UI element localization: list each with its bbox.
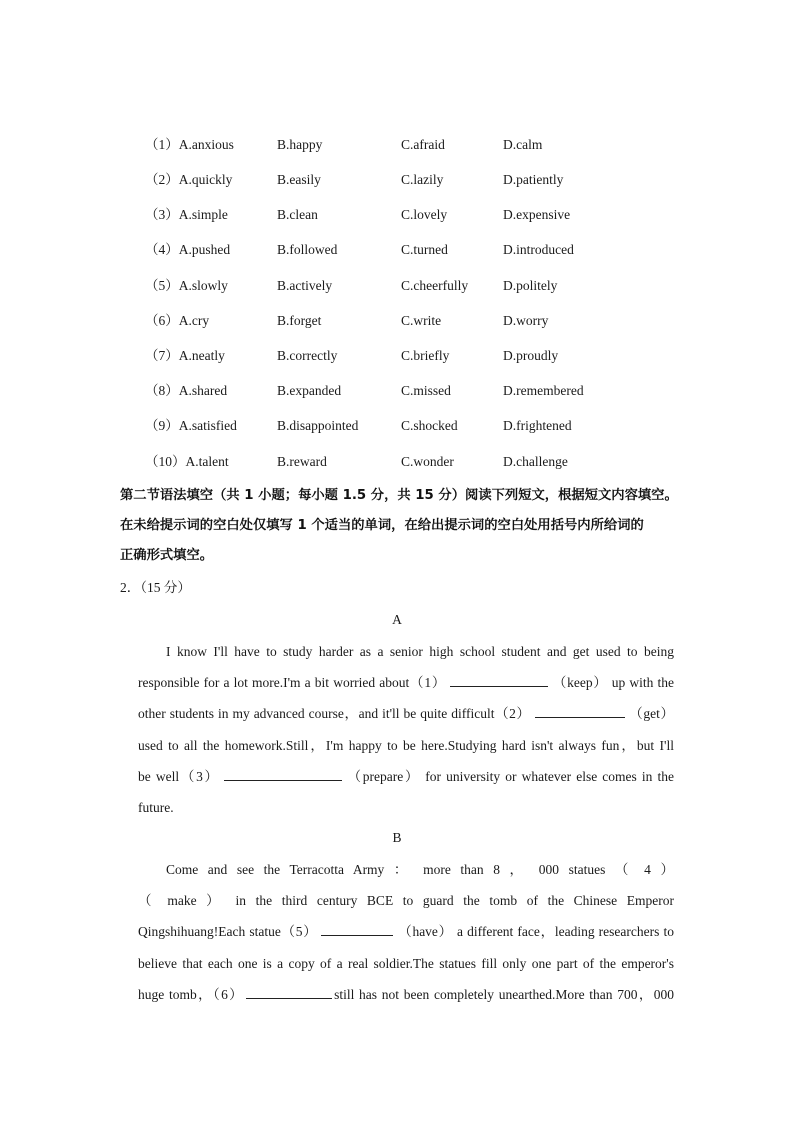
option-a: （6）A.cry [145, 313, 210, 328]
option-d: D.calm [503, 137, 543, 152]
passage-b [138, 854, 674, 1010]
option-d: D.introduced [503, 242, 574, 257]
option-c: C.missed [401, 383, 451, 398]
option-c: C.cheerfully [401, 278, 469, 293]
passage-line: believe that each one is a copy of a real soldier.The statues fill only one part of the emperor's [138, 955, 674, 971]
answer-blank-2[interactable] [535, 703, 625, 718]
option-b: B.forget [277, 313, 322, 328]
passage-line [138, 979, 674, 1010]
option-d: D.challenge [503, 454, 568, 469]
option-c: C.turned [401, 242, 448, 257]
section-instructions [120, 481, 690, 571]
passage-line: （ make ） in the third century BCE to guard the tomb of the Chinese Emperor [138, 893, 674, 909]
option-d: D.expensive [503, 207, 571, 222]
passage-a [138, 636, 674, 823]
passage-text: other students in my advanced course，and it'll be quite difficult（2） [138, 706, 531, 722]
option-b: B.happy [277, 137, 323, 152]
section-instructions-line: 在未给提示词的空白处仅填写 1 个适当的单词，在给出提示词的空白处用括号内所给词的 [120, 518, 644, 533]
passage-text: huge tomb，（6） [138, 986, 245, 1002]
option-c: C.briefly [401, 348, 450, 363]
passage-a-label: A [392, 612, 402, 627]
question-number: 2．（15 分） [120, 580, 191, 595]
passage-line: future. [138, 799, 174, 815]
option-b: B.disappointed [277, 418, 359, 433]
option-c: C.lovely [401, 207, 448, 222]
option-b: B.easily [277, 172, 321, 187]
option-a: （4）A.pushed [145, 242, 231, 257]
option-d: D.frightened [503, 418, 572, 433]
option-b: B.clean [277, 207, 318, 222]
option-c: C.lazily [401, 172, 444, 187]
passage-line [138, 667, 674, 698]
option-a: （7）A.neatly [145, 348, 225, 363]
option-a: （8）A.shared [145, 383, 228, 398]
passage-line: Come and see the Terracotta Army ： more than 8 ， 000 statues （ 4 ） [166, 862, 674, 877]
option-c: C.afraid [401, 137, 445, 152]
answer-blank-6[interactable] [246, 984, 332, 999]
option-c: C.wonder [401, 454, 454, 469]
passage-text: （have） a different face，leading researchers to [397, 924, 674, 940]
passage-text: （keep） up with the [552, 675, 675, 691]
section-instructions-line: 正确形式填空。 [120, 548, 214, 563]
passage-line [138, 916, 674, 947]
passage-line: used to all the homework.Still，I'm happy to be here.Studying hard isn't always fun，but I'll [138, 737, 674, 753]
option-b: B.expanded [277, 383, 342, 398]
option-d: D.politely [503, 278, 558, 293]
option-a: （5）A.slowly [145, 278, 228, 293]
passage-line: I know I'll have to study harder as a senior high school student and get used to being [166, 644, 674, 659]
option-d: D.worry [503, 313, 549, 328]
option-b: B.actively [277, 278, 333, 293]
option-d: D.proudly [503, 348, 559, 363]
option-d: D.remembered [503, 383, 584, 398]
option-d: D.patiently [503, 172, 564, 187]
passage-text: be well（3） [138, 768, 220, 784]
answer-blank-5[interactable] [321, 921, 393, 936]
passage-text: Qingshihuang!Each statue（5） [138, 924, 318, 940]
passage-b-label: B [392, 830, 402, 845]
option-a: （1）A.anxious [145, 137, 234, 152]
option-b: B.followed [277, 242, 338, 257]
section-instructions-line: 第二节语法填空（共 1 小题；每小题 1.5 分，共 15 分）阅读下列短文，根据短文内容填空。 [120, 488, 678, 503]
passage-line [138, 698, 674, 729]
passage-text: （get） [628, 706, 674, 722]
option-a: （3）A.simple [145, 207, 228, 222]
option-a: （10）A.talent [145, 454, 229, 469]
passage-text: responsible for a lot more.I'm a bit worried about（1） [138, 675, 447, 691]
passage-text: （prepare） for university or whatever else comes in the [345, 768, 674, 784]
option-b: B.correctly [277, 348, 338, 363]
option-a: （2）A.quickly [145, 172, 233, 187]
passage-text: still has not been completely unearthed.More than 700，000 [334, 986, 675, 1002]
passage-line [138, 761, 674, 792]
option-c: C.write [401, 313, 442, 328]
option-a: （9）A.satisfied [145, 418, 237, 433]
answer-blank-3[interactable] [224, 766, 342, 781]
answer-blank-1[interactable] [450, 672, 548, 687]
option-c: C.shocked [401, 418, 458, 433]
option-b: B.reward [277, 454, 327, 469]
